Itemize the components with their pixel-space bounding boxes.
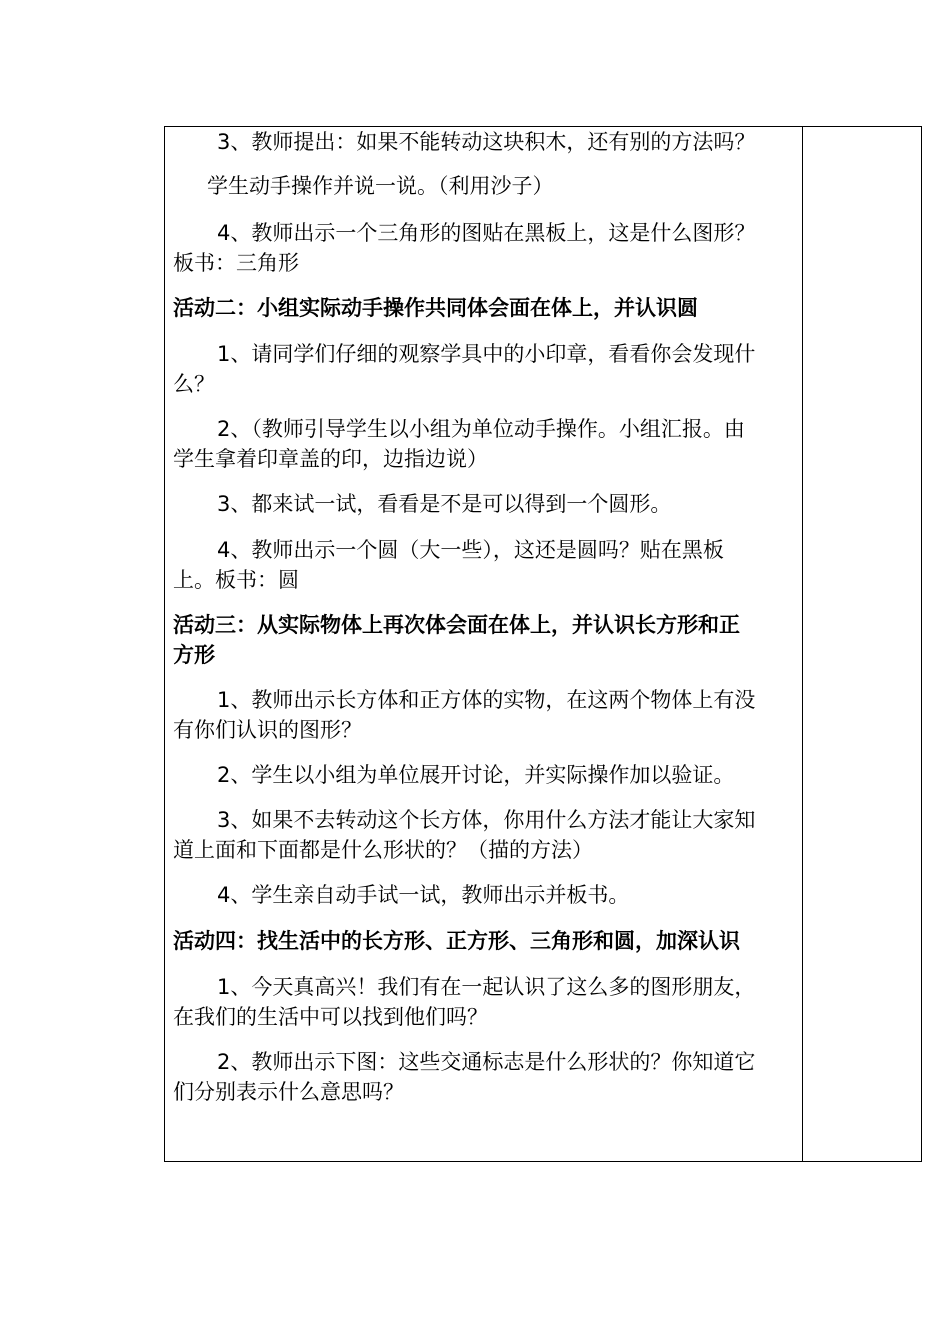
content-line: 4、学生亲自动手试一试，教师出示并板书。 [217, 883, 630, 907]
content-line: 3、如果不去转动这个长方体，你用什么方法才能让大家知 [217, 808, 756, 832]
content-line: 2、教师出示下图：这些交通标志是什么形状的？你知道它 [217, 1050, 756, 1074]
activity-heading: 方形 [173, 643, 215, 667]
content-line: 2、（教师引导学生以小组为单位动手操作。小组汇报。由 [217, 417, 745, 441]
lesson-content-cell [165, 127, 803, 1161]
activity-heading: 活动二：小组实际动手操作共同体会面在体上，并认识圆 [173, 296, 698, 320]
content-line: 3、教师提出：如果不能转动这块积木，还有别的方法吗？ [217, 130, 756, 154]
content-line: 2、学生以小组为单位展开讨论，并实际操作加以验证。 [217, 763, 735, 787]
activity-heading: 活动三：从实际物体上再次体会面在体上，并认识长方形和正 [173, 613, 740, 637]
content-line: 1、今天真高兴！我们有在一起认识了这么多的图形朋友， [217, 975, 756, 999]
content-line: 板书：三角形 [173, 251, 299, 275]
content-line: 道上面和下面都是什么形状的？（描的方法） [173, 838, 593, 862]
content-line: 1、请同学们仔细的观察学具中的小印章，看看你会发现什 [217, 342, 756, 366]
content-line: 1、教师出示长方体和正方体的实物，在这两个物体上有没 [217, 688, 756, 712]
content-line: 3、都来试一试，看看是不是可以得到一个圆形。 [217, 492, 672, 516]
content-line: 在我们的生活中可以找到他们吗？ [173, 1005, 488, 1029]
content-line: 有你们认识的图形？ [173, 718, 362, 742]
notes-cell [803, 127, 921, 1161]
content-line: 学生拿着印章盖的印，边指边说） [173, 447, 488, 471]
content-line: 上。板书：圆 [173, 568, 299, 592]
content-line: 4、教师出示一个三角形的图贴在黑板上，这是什么图形？ [217, 221, 756, 245]
content-line: 么？ [173, 372, 215, 396]
activity-heading: 活动四：找生活中的长方形、正方形、三角形和圆，加深认识 [173, 929, 740, 953]
lesson-table [164, 126, 922, 1162]
content-line: 4、教师出示一个圆（大一些），这还是圆吗？贴在黑板 [217, 538, 724, 562]
content-line: 们分别表示什么意思吗？ [173, 1080, 404, 1104]
content-line: 学生动手操作并说一说。（利用沙子） [207, 174, 554, 198]
